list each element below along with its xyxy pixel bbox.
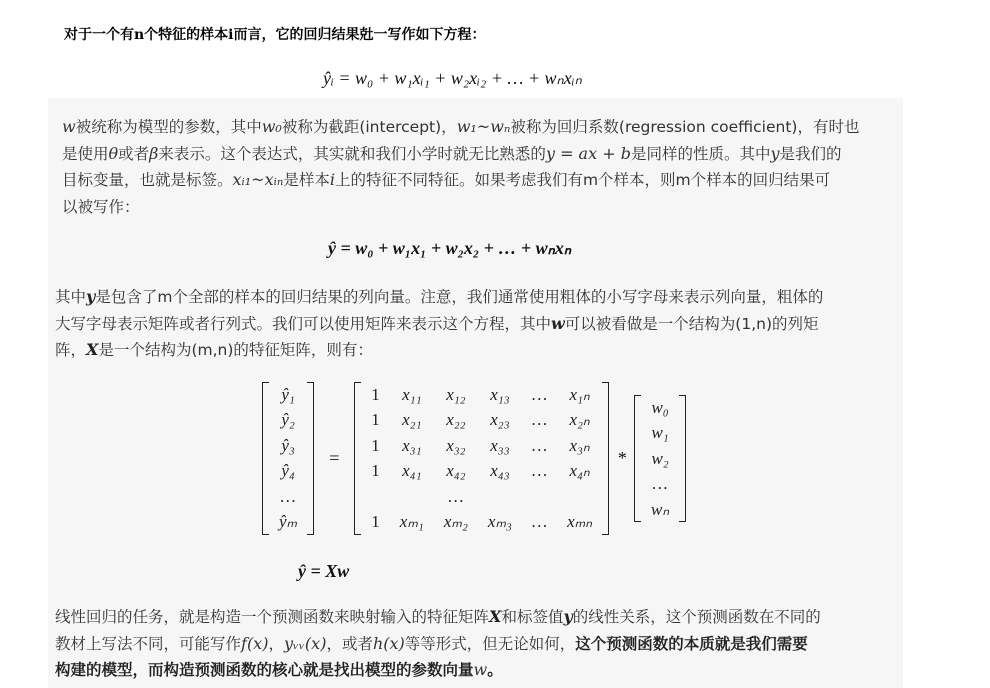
- math: f(x): [241, 633, 269, 653]
- equation-matrix-form: ŷ = Xw: [298, 561, 350, 581]
- feature-matrix: [354, 382, 609, 535]
- math: w: [473, 660, 488, 680]
- matrix-row: [361, 382, 602, 408]
- matrix-cell: [390, 484, 434, 510]
- text: 其中: [55, 288, 87, 306]
- matrix-cell: …: [280, 486, 296, 506]
- text: 被称为回归系数(regression coefficient)，有时也: [510, 118, 860, 136]
- text: 是样本: [283, 171, 330, 190]
- math: w₁~wₙ: [456, 117, 511, 136]
- matrix-row: [361, 510, 602, 536]
- matrix-row: [269, 382, 307, 408]
- matrix-cell: x₃₁: [402, 435, 422, 455]
- text: 上的特征不同特征。如果考虑我们有m个样本，则m个样本的回归结果可: [334, 171, 831, 190]
- matrix-row: [361, 408, 602, 434]
- math: y = ax + b: [545, 143, 631, 163]
- equation-single-sample: ŷᵢ = w₀ + w₁xᵢ₁ + w₂xᵢ₂ + … + wₙxᵢₙ: [323, 68, 582, 88]
- matrix-cell: x₁ₙ: [569, 384, 590, 404]
- matrix-cell: [478, 484, 522, 510]
- matrix-cell: x₄ₙ: [569, 461, 590, 481]
- matrix-row: [641, 446, 679, 472]
- matrix-cell: x₃ₙ: [569, 435, 590, 455]
- matrix-cell: x₄₃: [490, 461, 510, 481]
- matrix-row: [269, 408, 307, 434]
- matrix-cell: x₂₁: [402, 410, 422, 430]
- matrix-cell: x₂₂: [446, 410, 466, 430]
- matrix-cell: w₁: [651, 423, 669, 442]
- paragraph-parameters: [62, 114, 902, 221]
- matrix-cell: ŷ₃: [281, 435, 295, 455]
- bold-text: 。: [487, 661, 503, 680]
- text: 大写字母表示矩阵或者行列式。我们可以使用矩阵来表示这个方程，其中: [55, 314, 552, 333]
- text: 以被写作：: [62, 198, 140, 217]
- text: 是使用: [62, 144, 109, 163]
- matrix-cell: ŷ₂: [281, 410, 295, 430]
- paragraph-task: [55, 604, 895, 684]
- text: 可以被看做是一个结构为(1,n)的列矩: [564, 314, 819, 333]
- matrix-row: [269, 510, 307, 536]
- text: ，或者: [326, 634, 373, 653]
- math: w: [551, 313, 565, 333]
- matrix-cell: ŷ₄: [281, 461, 295, 481]
- math: β: [149, 143, 159, 163]
- matrix-equation: [262, 382, 686, 535]
- text: 被统称为模型的参数，其中: [75, 118, 262, 136]
- text: 线性回归的任务，就是构造一个预测函数来映射输入的特征矩阵: [55, 608, 490, 626]
- matrix-row: [361, 433, 602, 459]
- matrix-cell: ŷₘ: [279, 512, 298, 532]
- math: θ: [108, 143, 119, 163]
- math: h(x): [372, 633, 405, 653]
- matrix-cell: 1: [371, 512, 380, 532]
- matrix-cell: x₂₃: [490, 410, 510, 430]
- matrix-row: [641, 420, 679, 446]
- matrix-cell: [557, 484, 602, 510]
- text: 或者: [118, 144, 150, 163]
- matrix-cell: …: [448, 486, 464, 506]
- matrix-cell: x₁₃: [490, 384, 510, 404]
- equals-sign: =: [328, 448, 341, 468]
- matrix-cell: xₘ₃: [487, 512, 512, 532]
- math: i: [329, 170, 335, 190]
- text: 被称为截距(intercept)，: [281, 118, 457, 136]
- matrix-cell: w₀: [651, 397, 669, 417]
- matrix-row: [641, 497, 679, 523]
- text: 来表示。这个表达式，其实就和我们小学时就无比熟悉的: [158, 144, 546, 163]
- matrix-cell: 1: [371, 461, 380, 481]
- equation-vector: ŷ = w₀ + w₁x₁ + w₂x₂ + … + wₙxₙ: [328, 238, 572, 258]
- paragraph-vector-notation: [55, 284, 895, 364]
- matrix-cell: …: [531, 512, 548, 532]
- text: 是包含了m个全部的样本的回归结果的列向量。注意，我们通常使用粗体的小写字母来表示列向量，粗体的: [95, 288, 824, 306]
- intro-heading: 对于一个有n个特征的样本i而言，它的回归结果兙一写作如下方程：: [64, 27, 486, 43]
- math: w₀: [261, 117, 282, 136]
- matrix-row: [269, 459, 307, 485]
- text: 的线性关系，这个预测函数在不同的: [572, 608, 821, 626]
- matrix-cell: …: [531, 461, 548, 481]
- matrix-row: [269, 433, 307, 459]
- matrix-cell: …: [531, 384, 548, 404]
- matrix-row: [269, 484, 307, 510]
- matrix-cell: xₘ₁: [399, 512, 424, 532]
- matrix-row: [361, 459, 602, 485]
- text: 是同样的性质。其中: [630, 144, 771, 163]
- text: 和标签值: [501, 608, 564, 626]
- text: 是一个结构为(m,n)的特征矩阵，则有：: [98, 341, 373, 360]
- matrix-row: [361, 484, 602, 510]
- matrix-cell: x₁₂: [446, 384, 466, 404]
- multiply-sign: *: [617, 448, 627, 468]
- matrix-cell: [522, 484, 557, 510]
- matrix-cell: x₂ₙ: [569, 410, 590, 430]
- matrix-cell: x₁₁: [402, 384, 422, 404]
- math: w: [62, 117, 76, 136]
- text: ，: [268, 634, 284, 653]
- matrix-cell: xₘ₂: [443, 512, 468, 532]
- text: 教材上写法不同，可能写作: [55, 634, 242, 653]
- math: yᵥᵥ(x): [283, 633, 327, 653]
- weight-vector: [634, 395, 686, 523]
- text: 等等形式，但无论如何，: [404, 634, 576, 653]
- matrix-cell: x₄₂: [446, 461, 466, 481]
- bold-text: 构建的模型，而构造预测函数的核心就是找出模型的参数向量: [55, 661, 474, 680]
- matrix-row: [641, 395, 679, 421]
- matrix-cell: 1: [371, 410, 380, 430]
- y-hat-vector: [262, 382, 314, 535]
- matrix-cell: 1: [371, 384, 380, 404]
- matrix-cell: wₙ: [651, 499, 670, 519]
- matrix-cell: ŷ₁: [281, 384, 295, 404]
- text: 目标变量，也就是标签。: [62, 171, 233, 190]
- matrix-row: [641, 471, 679, 497]
- math: X: [86, 340, 99, 360]
- matrix-cell: x₃₂: [446, 435, 466, 455]
- text: 阵，: [55, 341, 87, 360]
- matrix-cell: …: [531, 435, 548, 455]
- matrix-cell: …: [531, 410, 548, 430]
- math: y: [86, 287, 96, 306]
- matrix-cell: xₘₙ: [567, 512, 593, 532]
- bold-text: 这个预测函数的本质就是我们需要: [575, 634, 808, 653]
- matrix-cell: 1: [371, 435, 380, 455]
- math: y: [770, 143, 780, 163]
- math: y: [563, 607, 573, 626]
- text: 是我们的: [779, 144, 842, 163]
- matrix-cell: …: [652, 474, 668, 493]
- matrix-cell: x₄₁: [402, 461, 422, 481]
- matrix-cell: x₃₃: [490, 435, 510, 455]
- matrix-cell: [361, 484, 390, 510]
- math: xᵢ₁~xᵢₙ: [232, 170, 284, 190]
- math: X: [489, 607, 502, 626]
- matrix-cell: w₂: [651, 448, 669, 468]
